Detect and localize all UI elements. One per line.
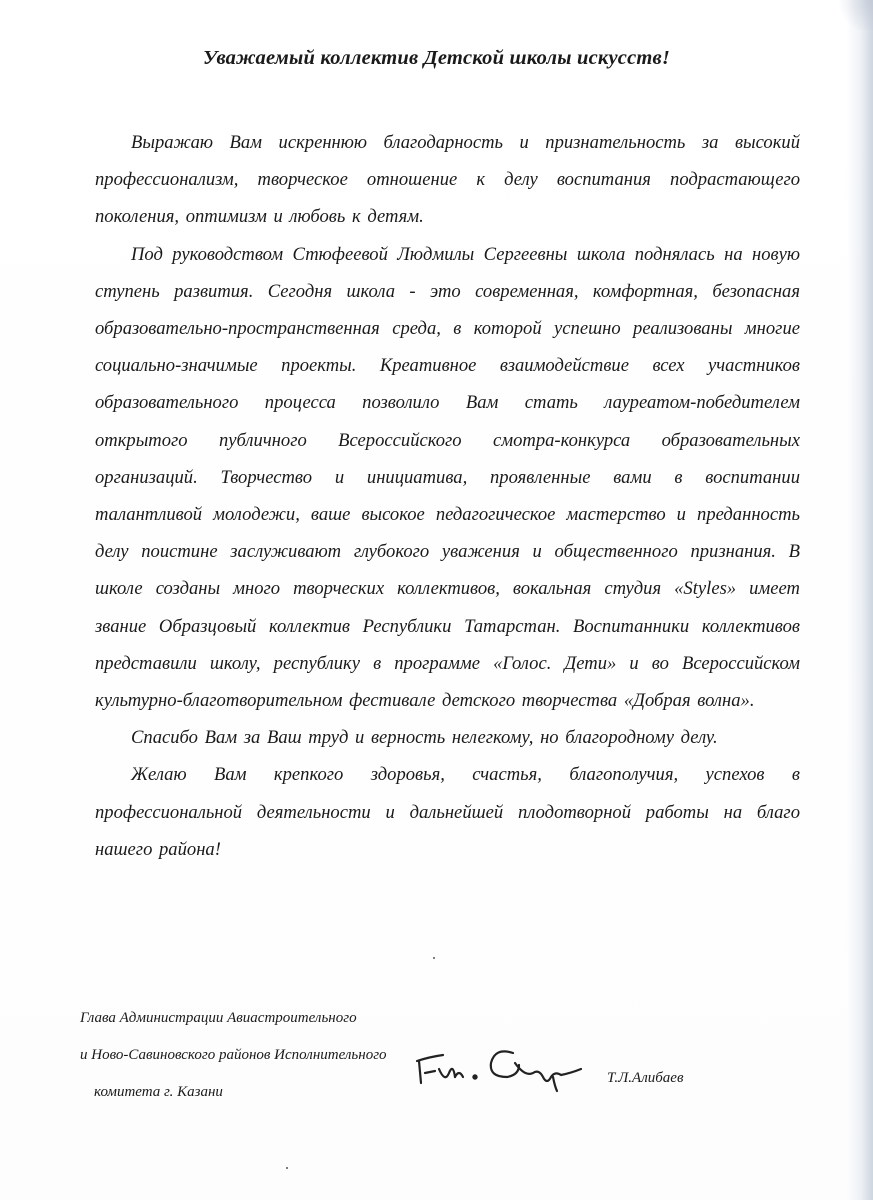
letter-body bbox=[95, 124, 800, 868]
signatory-title-line-1: Глава Администрации Авиастроительного bbox=[80, 1010, 357, 1026]
scan-corner-shadow bbox=[833, 0, 873, 30]
paragraph-wishes: Желаю Вам крепкого здоровья, счастья, благополучия, успехов в профессиональной деятельности и дальнейшей плодотворной работы на благо нашего района! bbox=[95, 764, 800, 860]
signatory-title-line-3: комитета г. Казани bbox=[94, 1084, 223, 1100]
handwritten-signature bbox=[415, 1033, 585, 1093]
paragraph-achievements: Под руководством Стюфеевой Людмилы Сергеевны школа поднялась на новую ступень развития. Сегодня школа - это современная, комфортная, безопасная образовательно-пространственная среда, в которой успешно реализованы многие социально-значимые проекты. Креативное взаимодействие всех участников образовательного процесса позволило Вам стать лауреатом-победителем открытого публичного Всероссийского смотра-конкурса образовательных организаций. Творчество и инициатива, проявленные вами в воспитании талантливой молодежи, ваше высокое педагогическое мастерство и преданность делу поистине заслуживают глубокого уважения и общественного признания. В школе созданы много творческих коллективов, вокальная студия «Styles» имеет звание Образцовый коллектив Республики Татарстан. Воспитанники коллективов представили школу, республику в программе «Голос. Дети» и во Всероссийском культурно-благотворительном фестивале детского творчества «Добрая волна». bbox=[95, 243, 800, 712]
signatory-title-block bbox=[80, 1000, 387, 1111]
scan-edge-shadow bbox=[847, 0, 873, 1200]
paragraph-thanks: Спасибо Вам за Ваш труд и верность нелегкому, но благородному делу. bbox=[131, 727, 718, 749]
signatory-title-line-2: и Ново-Савиновского районов Исполнительного bbox=[80, 1047, 387, 1063]
paragraph-gratitude: Выражаю Вам искреннюю благодарность и признательность за высокий профессионализм, творческое отношение к делу воспитания подрастающего поколения, оптимизм и любовь к детям. bbox=[95, 132, 800, 228]
scan-speck bbox=[433, 957, 435, 959]
scan-speck bbox=[286, 1167, 288, 1169]
signer-name: Т.Л.Алибаев bbox=[607, 1070, 684, 1086]
letter-title: Уважаемый коллектив Детской школы искусств! bbox=[202, 47, 671, 69]
